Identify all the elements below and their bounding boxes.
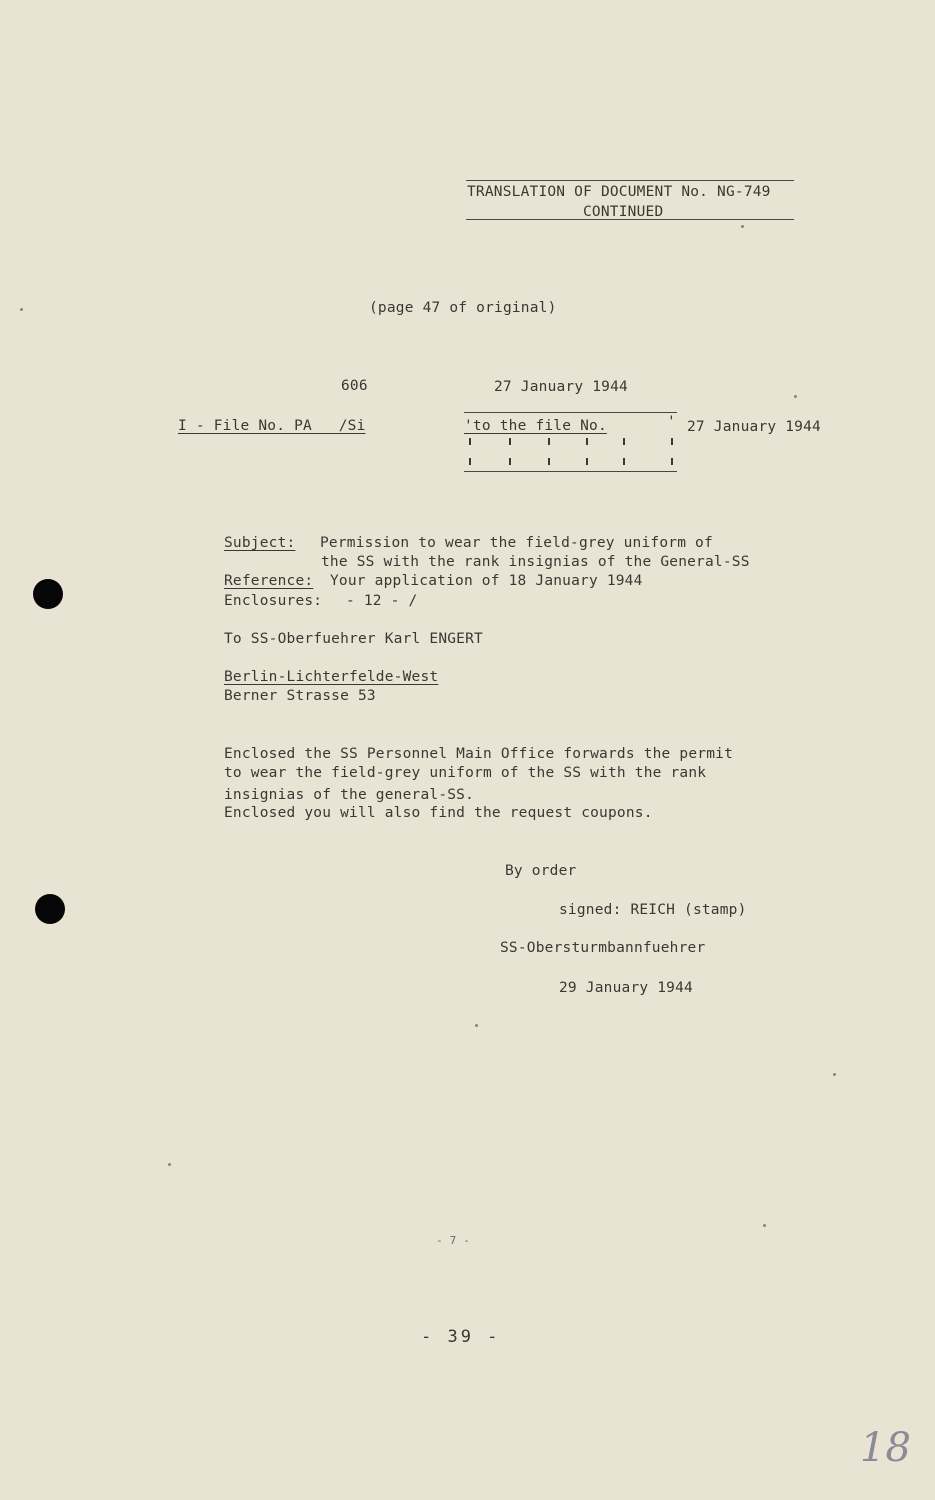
box-tick bbox=[586, 458, 588, 465]
page-number: - 39 - bbox=[421, 1327, 501, 1347]
box-tick bbox=[509, 438, 511, 445]
to-file-rule-top bbox=[464, 412, 677, 413]
header-rule-top bbox=[466, 180, 794, 181]
page-of-original: (page 47 of original) bbox=[369, 300, 557, 316]
box-tick bbox=[509, 458, 511, 465]
punch-hole-top bbox=[33, 579, 63, 609]
box-tick bbox=[623, 458, 625, 465]
to-file-rule-bottom bbox=[464, 471, 677, 472]
addressee-city: Berlin-Lichterfelde-West bbox=[224, 669, 439, 685]
box-tick bbox=[469, 458, 471, 465]
paper-speck bbox=[763, 1224, 766, 1227]
subject-label: Subject: bbox=[224, 535, 296, 551]
box-tick bbox=[586, 438, 588, 445]
addressee-name: To SS-Oberfuehrer Karl ENGERT bbox=[224, 631, 483, 647]
enclosures-label: Enclosures: bbox=[224, 593, 323, 609]
handwritten-number: 18 bbox=[860, 1425, 911, 1471]
subject-line-1: Permission to wear the field-grey uniform of bbox=[320, 535, 713, 551]
header-continued: CONTINUED bbox=[583, 204, 664, 220]
signer-rank: SS-Obersturmbannfuehrer bbox=[500, 940, 706, 956]
box-tick bbox=[623, 438, 625, 445]
file-number: 606 bbox=[341, 378, 368, 394]
paper-speck bbox=[475, 1024, 478, 1027]
body-line-1: Enclosed the SS Personnel Main Office forwards the permit bbox=[224, 746, 733, 762]
header-title: TRANSLATION OF DOCUMENT No. NG-749 bbox=[467, 184, 771, 200]
by-order: By order bbox=[505, 863, 577, 879]
signed-line: signed: REICH (stamp) bbox=[559, 902, 747, 918]
paper-speck bbox=[741, 225, 744, 228]
box-tick bbox=[548, 438, 550, 445]
paper-speck bbox=[168, 1163, 171, 1166]
punch-hole-bottom bbox=[35, 894, 65, 924]
to-file-close-mark: ' bbox=[667, 414, 676, 430]
date-top: 27 January 1944 bbox=[494, 379, 628, 395]
to-file-label: 'to the file No. bbox=[464, 418, 607, 434]
signature-date: 29 January 1944 bbox=[559, 980, 693, 996]
date-right: 27 January 1944 bbox=[687, 419, 821, 435]
enclosures-text: - 12 - / bbox=[346, 593, 418, 609]
reference-label: Reference: bbox=[224, 573, 314, 589]
box-tick bbox=[469, 438, 471, 445]
box-tick bbox=[671, 438, 673, 445]
paper-speck bbox=[833, 1073, 836, 1076]
file-no: I - File No. PA /Si bbox=[178, 418, 366, 434]
body-line-2: to wear the field-grey uniform of the SS with the rank bbox=[224, 765, 707, 781]
paper-speck bbox=[794, 395, 797, 398]
small-page-number: - 7 - bbox=[436, 1234, 471, 1247]
paper-speck bbox=[20, 308, 23, 311]
body-line-3: insignias of the general-SS. bbox=[224, 787, 475, 803]
subject-line-2: the SS with the rank insignias of the General-SS bbox=[321, 554, 750, 570]
reference-text: Your application of 18 January 1944 bbox=[330, 573, 643, 589]
addressee-street: Berner Strasse 53 bbox=[224, 688, 376, 704]
box-tick bbox=[548, 458, 550, 465]
box-tick bbox=[671, 458, 673, 465]
body-line-4: Enclosed you will also find the request coupons. bbox=[224, 805, 653, 821]
header-rule-bottom bbox=[466, 219, 794, 220]
